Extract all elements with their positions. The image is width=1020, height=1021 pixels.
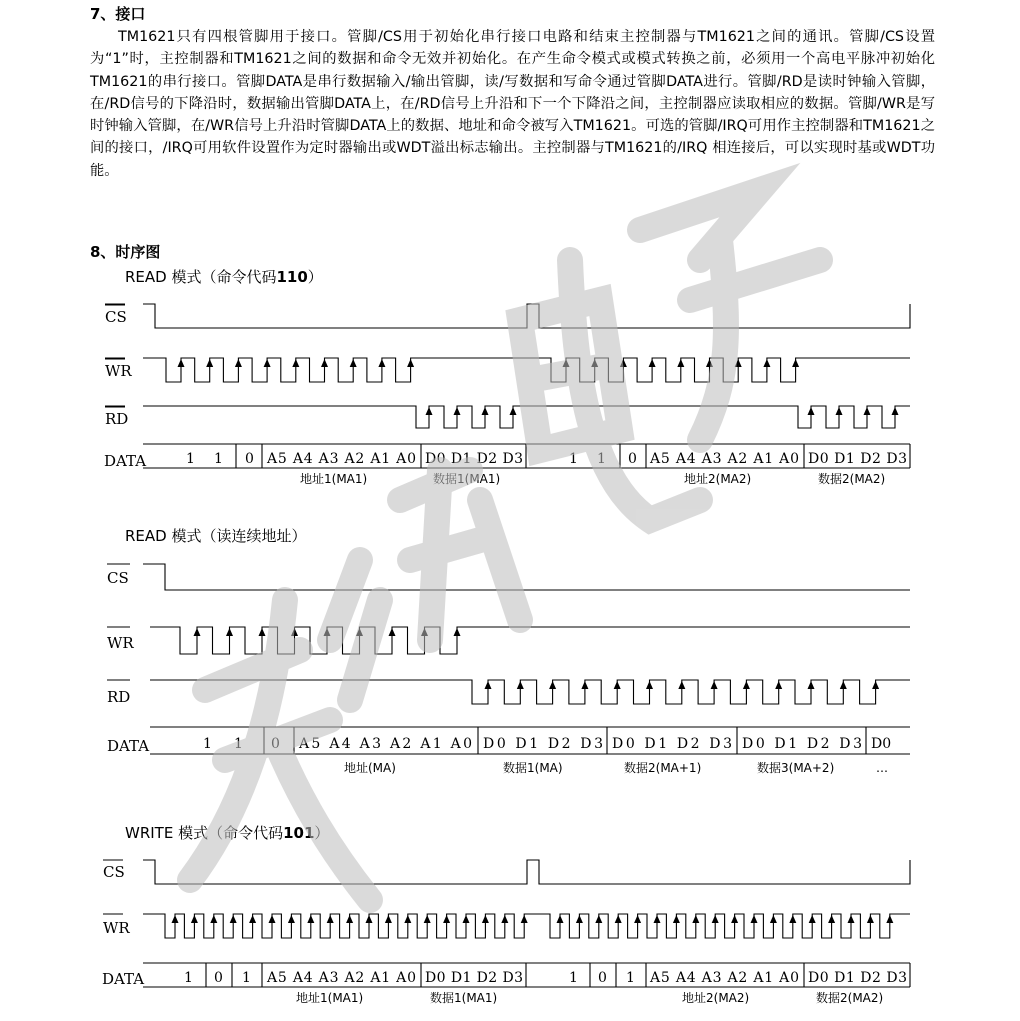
d3-sub-addr-b: 地址2(MA2) [682,991,750,1005]
d3-sub-data-a: 数据1(MA1) [430,991,498,1005]
d2-sub-data3: 数据3(MA+2) [757,761,835,775]
d1-addr-b: A5 A4 A3 A2 A1 A0 [650,451,799,467]
d2-cs-label: CS [107,569,129,587]
d2-data3: D0 D1 D2 D3 [742,736,862,752]
d1-bit-b0: 1 [569,451,578,467]
d1-data-b: D0 D1 D2 D3 [808,451,907,467]
d3-cs-label: CS [103,863,125,881]
d3-bit-b2: 1 [626,970,635,986]
d3-bit-a0: 1 [184,970,193,986]
d1-bit-b1: 1 [597,451,606,467]
section-8-title: 8、时序图 [90,243,161,261]
d3-data-label: DATA [102,970,145,988]
diagram1-title: READ 模式（命令代码110） [125,268,323,286]
d1-sub-data-b: 数据2(MA2) [818,472,886,486]
d3-addr-a: A5 A4 A3 A2 A1 A0 [267,970,416,986]
d1-wr-label: WR [105,362,132,380]
d2-ellipsis: … [876,761,888,775]
d3-sub-addr-a: 地址1(MA1) [296,991,364,1005]
d3-bit-b1: 0 [598,970,607,986]
d3-data-a: D0 D1 D2 D3 [425,970,523,986]
diagram2-title: READ 模式（读连续地址） [125,527,307,545]
d3-addr-b: A5 A4 A3 A2 A1 A0 [650,970,799,986]
interface-paragraph: TM1621只有四根管脚用于接口。管脚/CS用于初始化串行接口电路和结束主控制器与TM1621之间的通讯。管脚/CS设置为“1”时，主控制器和TM1621之间的数据和命令无效并初始化。在产生命令模式或模式转换之前，必须用一个高电平脉冲初始化TM1621的串行接口。管脚DATA是串行数据输入/输出管脚，读/写数据和写命令通过管脚DATA进行。管脚/RD是读时钟输入管脚，在/RD信号的下降沿时，数据输出管脚DATA上，在/RD信号上升沿和下一个下降沿之间，主控制器应读取相应的数据。管脚/WR是写时钟输入管脚，在/WR信号上升沿时管脚DATA上的数据、地址和命令被写入TM1621。可选的管脚/IRQ可用作主控制器和TM1621之间的接口，/IRQ可用软件设置作为定时器输出或WDT溢出标志输出。主控制器与TM1621的/IRQ 相连接后，可以实现时基或WDT功能。 [90,29,935,179]
d3-data-b: D0 D1 D2 D3 [808,970,907,986]
d2-data-label: DATA [107,737,150,755]
d1-sub-addr-b: 地址2(MA2) [684,472,752,486]
d3-bit-b0: 1 [569,970,578,986]
d3-bit-a1: 0 [214,970,223,986]
d2-sub-data2: 数据2(MA+1) [624,761,702,775]
d2-bit-0: 1 [203,736,212,752]
section-7-title: 7、接口 [90,5,146,23]
d3-sub-data-b: 数据2(MA2) [816,991,884,1005]
d1-data-a: D0 D1 D2 D3 [425,451,523,467]
d2-addr: A5 A4 A3 A2 A1 A0 [299,736,472,752]
d1-sub-data-a: 数据1(MA1) [433,472,501,486]
d1-sub-addr-a: 地址1(MA1) [300,472,368,486]
d2-data2: D0 D1 D2 D3 [612,736,732,752]
d1-addr-a: A5 A4 A3 A2 A1 A0 [267,451,416,467]
d3-bit-a2: 1 [242,970,251,986]
d2-sub-addr: 地址(MA) [344,761,396,775]
d2-bit-1: 1 [234,736,243,752]
d2-sub-data1: 数据1(MA) [503,761,563,775]
diagram3-title: WRITE 模式（命令代码101） [125,824,330,842]
d1-bit-a2: 0 [245,451,254,467]
d1-bit-b2: 0 [628,451,637,467]
d2-bit-2: 0 [271,736,280,752]
d2-wr-label: WR [107,634,134,652]
d2-data4: D0 [871,736,892,752]
d1-rd-label: RD [105,410,129,428]
d3-wr-label: WR [103,919,130,937]
d2-rd-label: RD [107,688,131,706]
d2-data1: D0 D1 D2 D3 [483,736,603,752]
d1-bit-a1: 1 [214,451,223,467]
d1-data-label: DATA [104,452,147,470]
d1-bit-a0: 1 [186,451,195,467]
d1-cs-label: CS [105,308,127,326]
